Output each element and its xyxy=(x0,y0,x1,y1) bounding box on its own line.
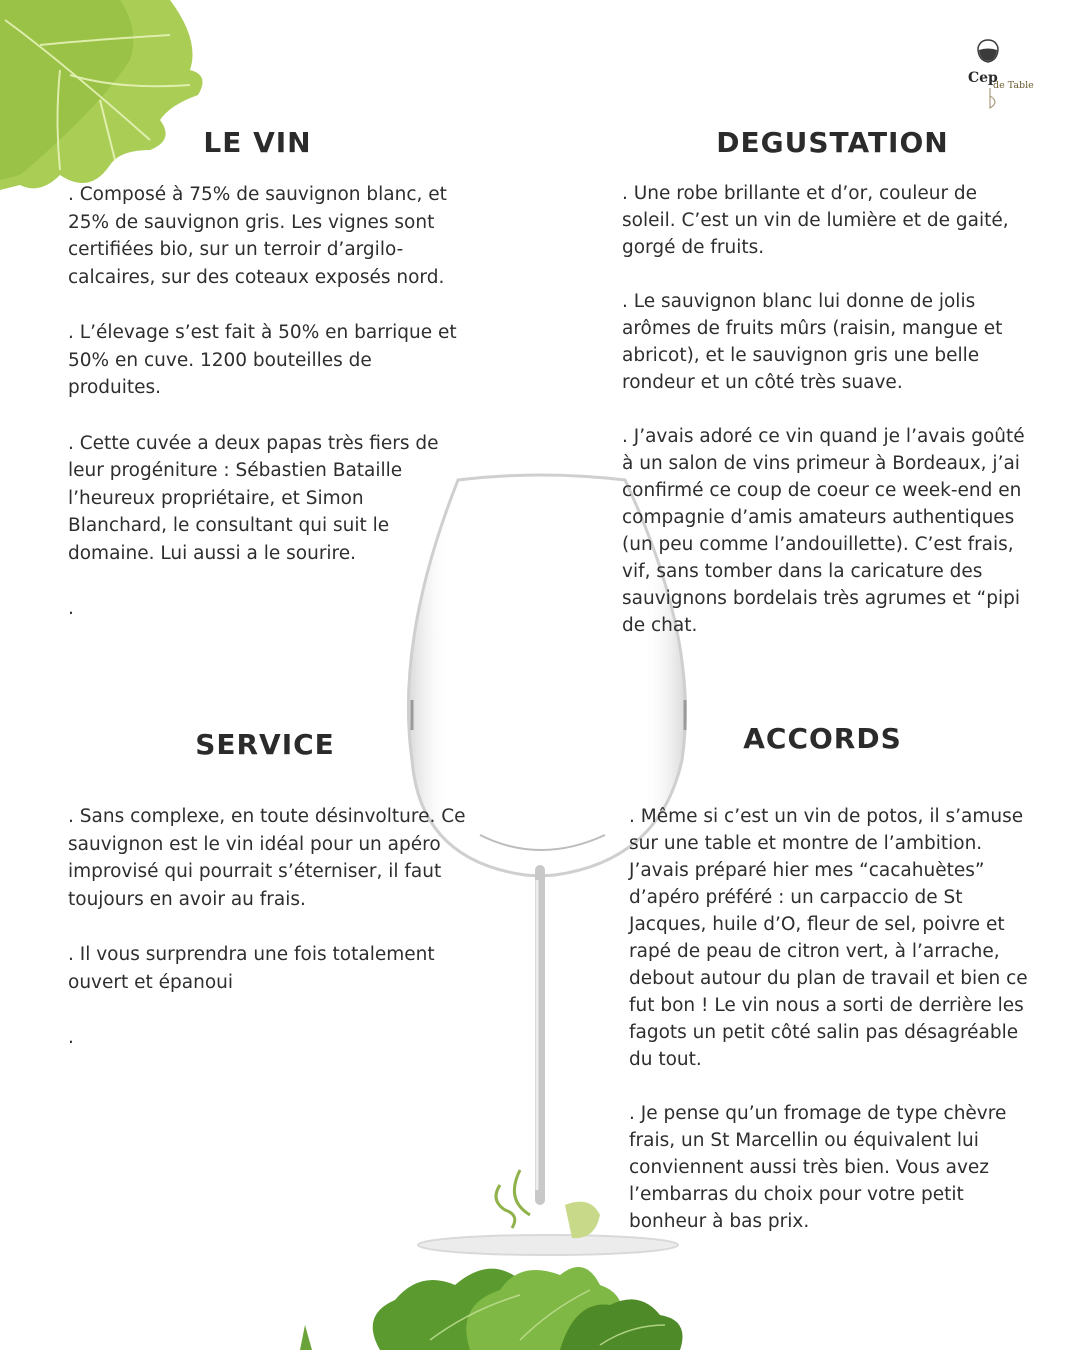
logo-word-cep: Cep xyxy=(968,70,998,86)
section-body-le-vin xyxy=(68,181,468,651)
brand-logo xyxy=(960,38,1050,113)
paragraph: . Cette cuvée a deux papas très fiers de leur progéniture : Sébastien Bataille l’heureux propriétaire, et Simon Blanchard, le consultant qui suit le domaine. Lui aussi a le sourire. xyxy=(68,432,439,564)
section-body-accords xyxy=(629,803,1039,1263)
paragraph: . xyxy=(68,598,74,619)
section-body-degustation xyxy=(622,180,1032,667)
section-body-service xyxy=(68,803,468,1080)
paragraph: . L’élevage s’est fait à 50% en barrique et 50% en cuve. 1200 bouteilles de produites. xyxy=(68,322,457,398)
paragraph: . xyxy=(68,1027,74,1048)
section-title-degustation: DEGUSTATION xyxy=(716,126,949,159)
paragraph: . Il vous surprendra une fois totalement ouvert et épanoui xyxy=(68,944,435,993)
paragraph: . J’avais adoré ce vin quand je l’avais goûté à un salon de vins primeur à Bordeaux, j’ai confirmé ce coup de coeur ce week-end en compagnie d’amis amateurs authentiques (un peu comme l’andouillette). C’est frais, vif, sans tomber dans la caricature des sauvignons bordelais très agrumes et “pipi de chat. xyxy=(622,426,1025,636)
logo-word-de-table: de Table xyxy=(993,80,1034,91)
section-title-accords: ACCORDS xyxy=(743,722,902,755)
paragraph: . Je pense qu’un fromage de type chèvre frais, un St Marcellin ou équivalent lui conviennent aussi très bien. Vous avez l’embarras du choix pour votre petit bonheur à bas prix. xyxy=(629,1103,1007,1232)
paragraph: . Une robe brillante et d’or, couleur de soleil. C’est un vin de lumière et de gaité, gorgé de fruits. xyxy=(622,183,1009,258)
paragraph: . Même si c’est un vin de potos, il s’amuse sur une table et montre de l’ambition. J’avais préparé hier mes “cacahuètes” d’apéro préféré : un carpaccio de St Jacques, huile d’O, fleur de sel, poivre et rapé de peau de citron vert, à l’arrache, debout autour du plan de travail et bien ce fut bon ! Le vin nous a sorti de derrière les fagots un petit côté salin pas désagréable du tout. xyxy=(629,806,1028,1070)
paragraph: . Composé à 75% de sauvignon blanc, et 25% de sauvignon gris. Les vignes sont certifiées bio, sur un terroir d’argilo-calcaires, sur des coteaux exposés nord. xyxy=(68,184,447,288)
section-title-le-vin: LE VIN xyxy=(203,126,312,159)
paragraph: . Sans complexe, en toute désinvolture. Ce sauvignon est le vin idéal pour un apéro improvisé qui pourrait s’éterniser, il faut toujours en avoir au frais. xyxy=(68,806,466,910)
paragraph: . Le sauvignon blanc lui donne de jolis arômes de fruits mûrs (raisin, mangue et abricot), et le sauvignon gris une belle rondeur et un côté très suave. xyxy=(622,291,1003,393)
section-title-service: SERVICE xyxy=(195,728,335,761)
